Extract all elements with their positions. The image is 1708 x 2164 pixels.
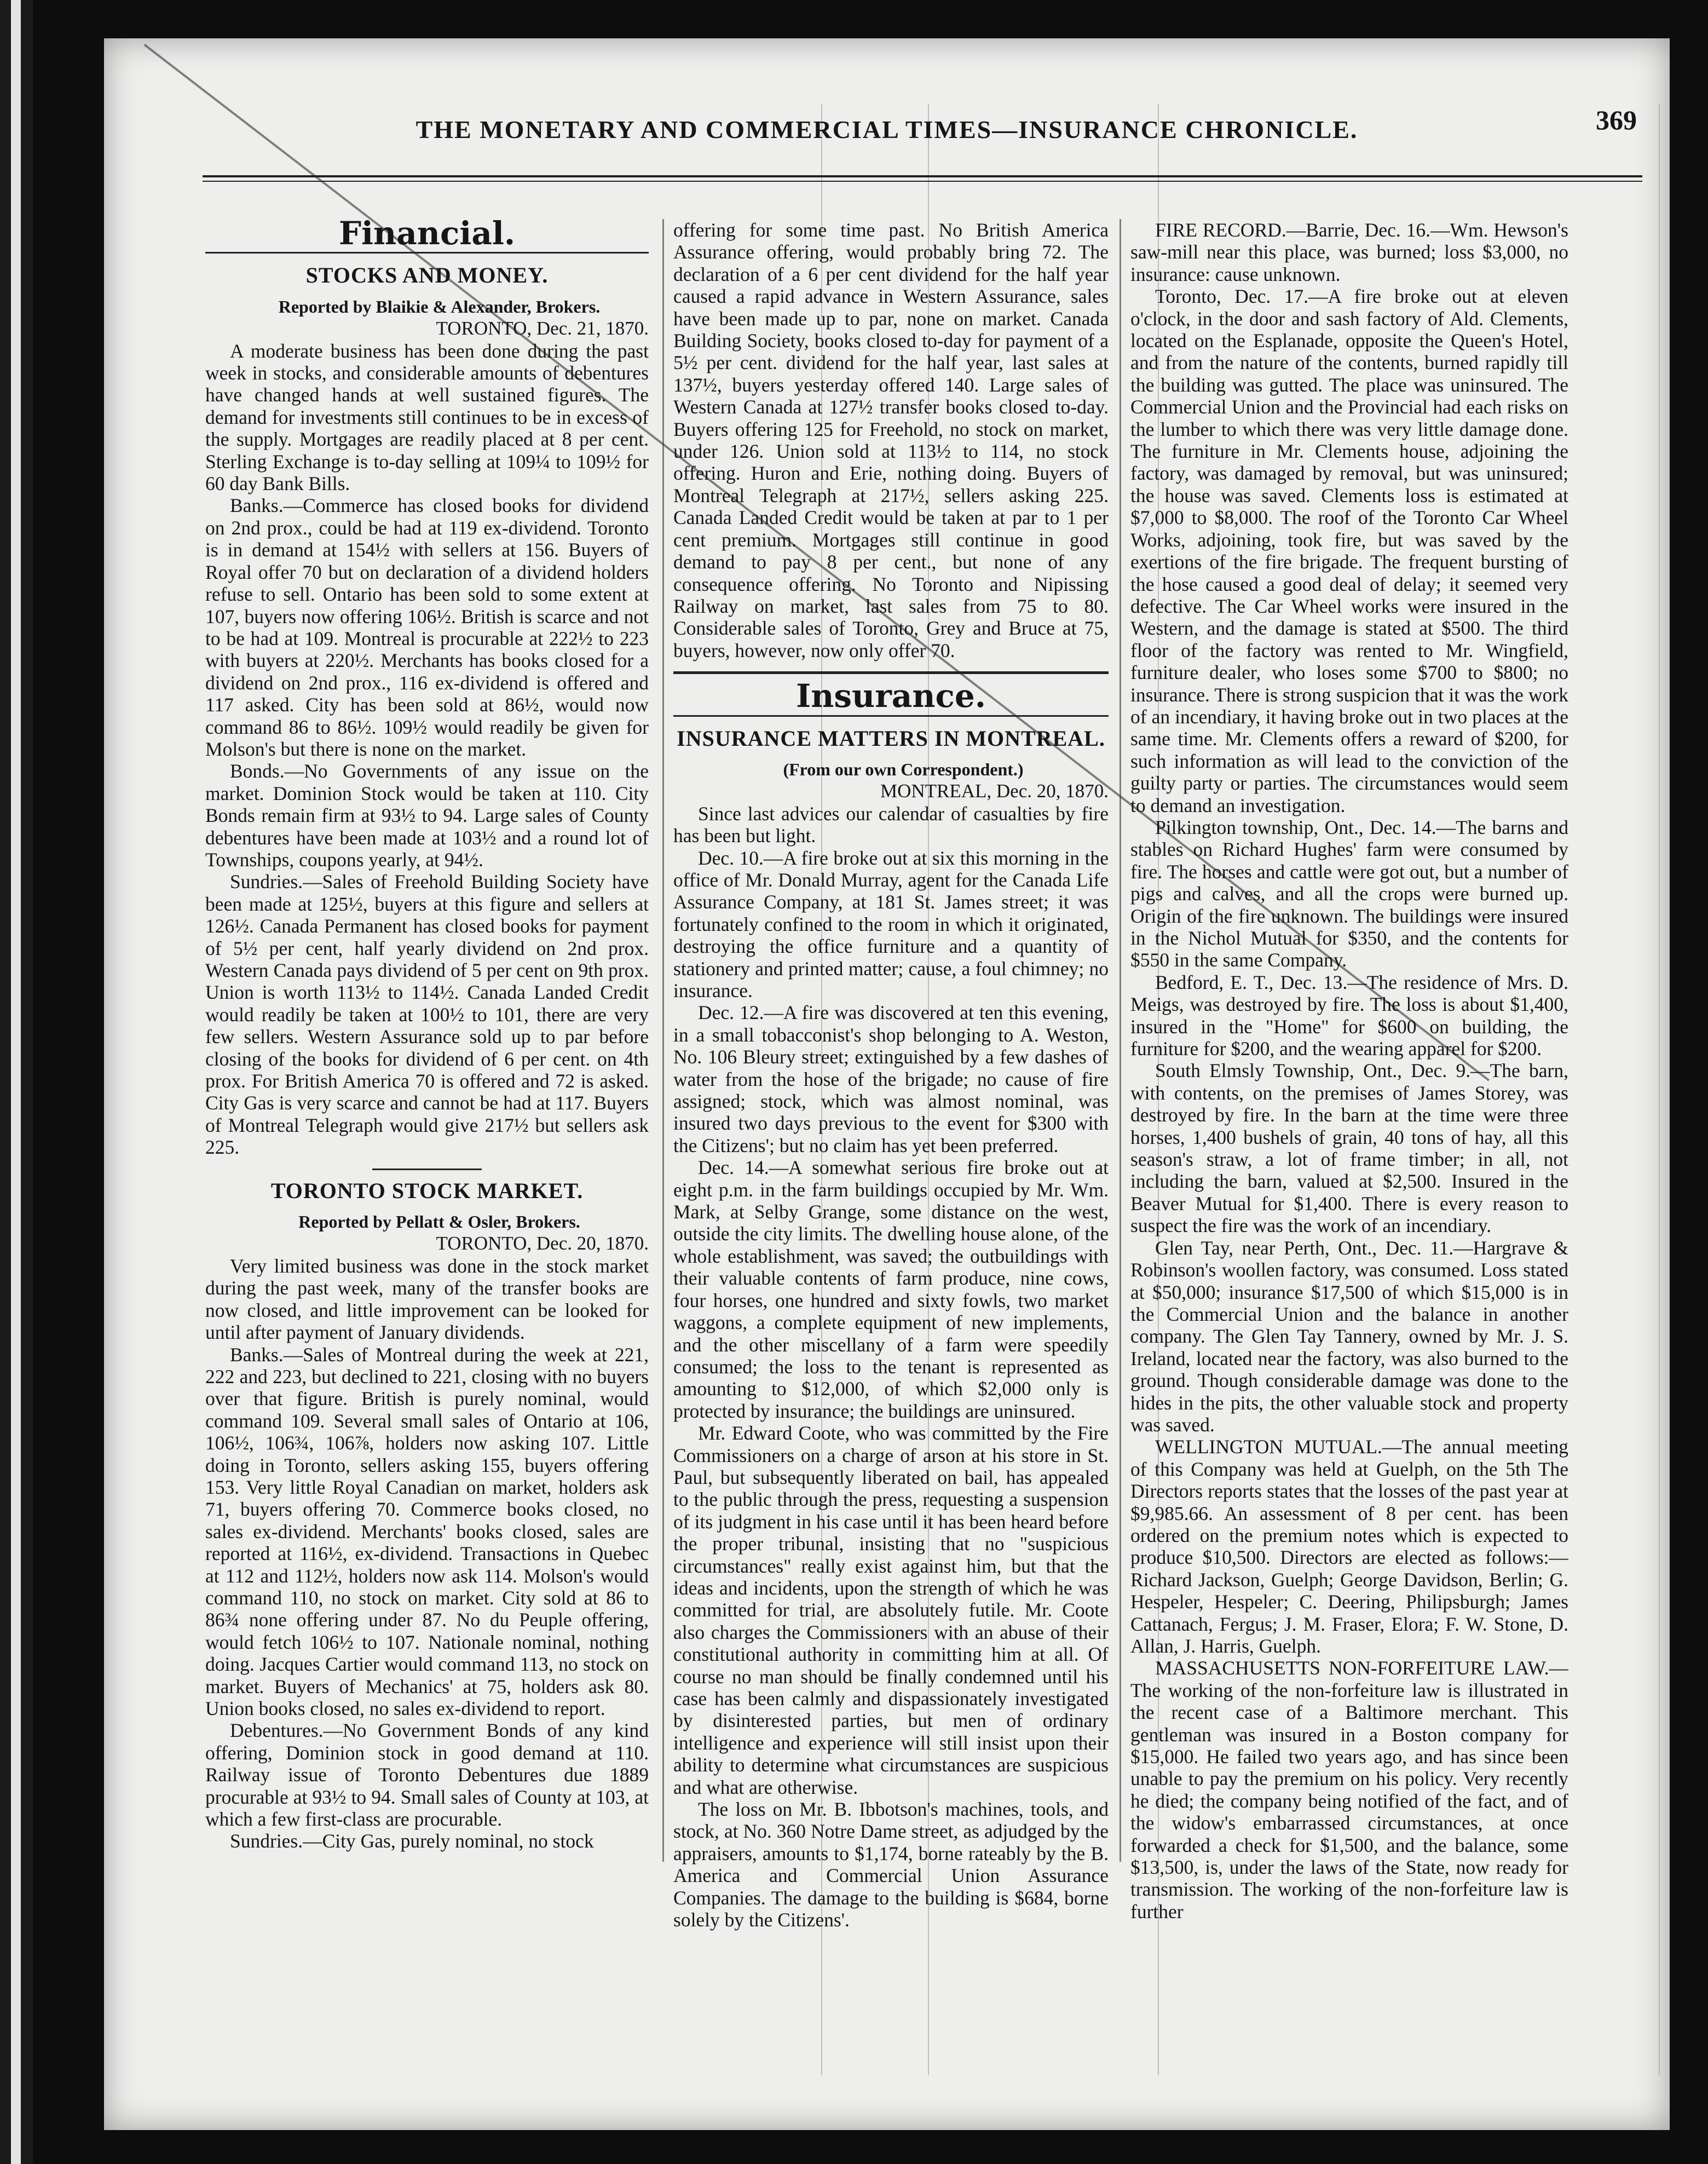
- article-paragraph: A moderate business has been done during the past week in stocks, and considerable amounts of debentures have changed hands at well sustained figures. The demand for investments still continues to be in excess of the supply. Mortgages are readily placed at 8 per cent. Sterling Exchange is to-day selling at 109¼ to 109½ for 60 day Bank Bills.: [205, 339, 649, 495]
- article-paragraph: Mr. Edward Coote, who was committed by the Fire Commissioners on a charge of arson at his store in St. Paul, but subsequently liberated on bail, has appealed to the public through the press, requesting a suspension of its judgment in his case until it has been heard before the proper tribunal, insisting that no "suspicious circumstances" really exist against him, but that the ideas and incidents, upon the strength of which he was committed for trial, are absolutely futile. Mr. Coote also charges the Commissioners with an abuse of their constitutional authority in committing him at all. Of course no man should be finally condemned until his case has been calmly and dispassionately investigated by disinterested parties, but men of ordinary intelligence and experience will still insist upon their ability to determine what circumstances are suspicious and what are otherwise.: [673, 1422, 1109, 1798]
- article-heading-montreal: INSURANCE MATTERS IN MONTREAL.: [677, 726, 1105, 751]
- column-separator: [662, 219, 664, 1862]
- article-paragraph: Banks.—Commerce has closed books for dividend on 2nd prox., could be had at 119 ex-dividend. Toronto is in demand at 154½ with sellers at 156. Buyers of Royal offer 70 but on declaration of a dividend holders refuse to sell. Ontario has been sold to some extent at 107, buyers now offering 106½. British is scarce and not to be had at 109. Montreal is procurable at 222½ to 223 with buyers at 220½. Merchants has books closed for a dividend on 2nd prox., 116 ex-dividend is offered and 117 asked. City has been sold at 86½, would now command 86 to 86½. 109½ would readily be given for Molson's but there is none on the market.: [205, 494, 649, 760]
- divider: [372, 1169, 482, 1170]
- page-title: THE MONETARY AND COMMERCIAL TIMES—INSURANCE CHRONICLE.: [416, 116, 1358, 143]
- article-paragraph: Dec. 12.—A fire was discovered at ten this evening, in a small tobacconist's shop belonging to A. Weston, No. 106 Bleury street; extinguished by a few dashes of water from the hose of the brigade; no cause of fire assigned; stock, which was almost nominal, was insured two days previous to the event for $300 with the Citizens'; but no claim has yet been preferred.: [673, 1002, 1109, 1156]
- section-title-financial: Financial.: [338, 219, 516, 252]
- article-byline: (From our own Correspondent.): [783, 759, 1024, 779]
- article-paragraph: Since last advices our calendar of casualties by fire has been but light.: [673, 802, 1109, 847]
- article-paragraph: Bedford, E. T., Dec. 13.—The residence of Mrs. D. Meigs, was destroyed by fire. The loss is about $1,400, insured in the "Home" for $600 on building, the furniture for $200, and the wearing apparel for $200.: [1130, 971, 1568, 1060]
- column-financial: [205, 219, 649, 2097]
- article-paragraph: WELLINGTON MUTUAL.—The annual meeting of this Company was held at Guelph, on the 5th The Directors reports states that the losses of the past year at $9,985.66. An assessment of 8 per cent. has been ordered on the premium notes which is expected to produce $10,500. Directors are elected as follows:—Richard Jackson, Guelph; George Davidson, Berlin; G. Hespeler, Hespeler; C. Deering, Philipsburgh; James Cattanach, Fergus; J. M. Fraser, Elora; F. W. Stone, D. Allan, J. Harris, Guelph.: [1130, 1436, 1568, 1657]
- divider: [673, 671, 1109, 674]
- article-paragraph: The loss on Mr. B. Ibbotson's machines, tools, and stock, at No. 360 Notre Dame street, as adjudged by the appraisers, amounts to $1,174, borne rateably by the B. America and Commercial Union Assurance Companies. The damage to the building is $684, borne solely by the Citizens'.: [673, 1798, 1109, 1931]
- article-byline: Reported by Blaikie & Alexander, Brokers.: [278, 296, 601, 316]
- header-rule-thin: [203, 181, 1642, 182]
- article-paragraph: Dec. 14.—A somewhat serious fire broke out at eight p.m. in the farm buildings occupied by Mr. Wm. Mark, at Selby Grange, some distance on the west, outside the city limits. The dwelling house alone, of the whole establishment, was saved; the outbuildings with their valuable contents of farm produce, nine cows, four horses, one hundred and sixty fowls, two market waggons, a complete equipment of new implements, and the other miscellany of a farm were speedily consumed; the loss to the tenant is represented as amounting to $12,000, of which $2,000 only is protected by insurance; the buildings are uninsured.: [673, 1156, 1109, 1422]
- column-separator: [1120, 219, 1121, 1862]
- article-paragraph: Glen Tay, near Perth, Ont., Dec. 11.—Hargrave & Robinson's woollen factory, was consumed. Loss stated at $50,000; insurance $17,500 of which $15,000 is in the Commercial Union and the balance in another company. The Glen Tay Tannery, owned by Mr. J. S. Ireland, located near the factory, was also burned to the ground. Though considerable damage was done to the hides in the pits, the other valuable stock and property was saved.: [1130, 1236, 1568, 1436]
- article-paragraph: South Elmsly Township, Ont., Dec. 9.—The barn, with contents, on the premises of James Storey, was destroyed by fire. In the barn at the time were three horses, 1,400 bushels of grain, 40 tons of hay, all this season's straw, a lot of frame timber; in all, not including the barn, valued at $2,500. Insured in the Beaver Mutual for $1,400. There is every reason to suspect the fire was the work of an incendiary.: [1130, 1060, 1568, 1237]
- article-paragraph: Bonds.—No Governments of any issue on the market. Dominion Stock would be taken at 110. City Bonds remain firm at 93½ to 94. Large sales of County debentures have been made at 103½ and a round lot of Townships, coupons yearly, at 94½.: [205, 760, 649, 871]
- article-paragraph: Banks.—Sales of Montreal during the week at 221, 222 and 223, but declined to 221, closing with no buyers over that figure. British is purely nominal, would command 109. Several small sales of Ontario at 106, 106½, 106¾, 106⅞, holders now asking 107. Little doing in Toronto, sellers asking 155, buyers offering 153. Very little Royal Canadian on market, holders ask 71, buyers offering 70. Commerce books closed, no sales ex-dividend. Merchants' books closed, sales are reported at 116½, ex-dividend. Transactions in Quebec at 112 and 112½, holders now ask 114. Molson's would command 110, no stock on market. City sold at 86 to 86¾ none offering under 87. No du Peuple offering, would fetch 106½ to 107. Nationale nominal, nothing doing. Jacques Cartier would command 113, no stock on market. Buyers of Mechanics' at 75, holders ask 80. Union books closed, no sales ex-dividend to report.: [205, 1343, 649, 1719]
- article-paragraph: Toronto, Dec. 17.—A fire broke out at eleven o'clock, in the door and sash factory of Ald. Clements, located on the Esplanade, opposite the Queen's Hotel, and from the nature of the contents, burned rapidly till the building was gutted. The place was uninsured. The Commercial Union and the Provincial had each risks on the lumber to which there was very little damage done. The furniture in Mr. Clements house, adjoining the factory, was damaged by removal, but was uninsured; the house was saved. Clements loss is estimated at $7,000 to $8,000. The roof of the Toronto Car Wheel Works, adjoining, took fire, but was saved by the exertions of the fire brigade. The frequent bursting of the hose caused a good deal of delay; it seemed very defective. The Car Wheel works were insured in the Western, and the damage is stated at $500. The third floor of the factory was rented to Mr. Wingfield, furniture dealer, who loses some $700 to $800; no insurance. There is strong suspicion that it was the work of an incendiary, it having broke out in two places at the same time. Mr. Clements offers a reward of $200, for such information as will lead to the conviction of the guilty party or parties. The circumstances would seem to demand an investigation.: [1130, 285, 1568, 816]
- page-number: 369: [1596, 105, 1637, 135]
- section-title-insurance: Insurance.: [796, 677, 986, 715]
- column-fire-record: [1130, 219, 1568, 2097]
- article-paragraph: Debentures.—No Government Bonds of any kind offering, Dominion stock in good demand at 110. Railway issue of Toronto Debentures due 1889 procurable at 93½ to 94. Small sales of County at 103, at which a few first-class are procurable.: [205, 1719, 649, 1831]
- article-paragraph: MASSACHUSETTS NON-FORFEITURE LAW.—The working of the non-forfeiture law is illustrated in the recent case of a Baltimore merchant. This gentleman was insured in a Boston company for $15,000. He failed two years ago, and has since been unable to pay the premium on his policy. Very recently he died; the company being notified of the fact, and of the widow's embarrassed circumstances, at once forwarded a check for $1,500, and the balance, some $13,500, is, under the laws of the State, now ready for transmission. The working of the non-forfeiture law is further: [1130, 1657, 1568, 1923]
- article-paragraph: FIRE RECORD.—Barrie, Dec. 16.—Wm. Hewson's saw-mill near this place, was burned; loss $3,000, no insurance: cause unknown.: [1130, 219, 1568, 285]
- article-heading-stocks: STOCKS AND MONEY.: [305, 263, 549, 288]
- newspaper-page: [104, 38, 1670, 2130]
- article-paragraph: Sundries.—Sales of Freehold Building Society have been made at 125½, buyers at this figure and sellers at 126½. Canada Permanent has closed books for payment of 5½ per cent, half yearly dividend on 2nd prox. Western Canada pays dividend of 5 per cent on 9th prox. Union is worth 113½ to 114½. Canada Landed Credit would readily be taken at 100½ to 101, there are very few sellers. Western Assurance sold up to par before closing of the books for dividend of 6 per cent. on 4th prox. For British America 70 is offered and 72 is asked. City Gas is very scarce and cannot be had at 117. Buyers of Montreal Telegraph would give 217½ but sellers ask 225.: [205, 871, 649, 1159]
- divider: [673, 715, 1109, 717]
- article-paragraph: Very limited business was done in the stock market during the past week, many of the transfer books are now closed, and little improvement can be looked for until after payment of January dividends.: [205, 1254, 649, 1344]
- header-rule: [203, 175, 1642, 177]
- scan-streak: [1659, 104, 1660, 2075]
- article-paragraph: offering for some time past. No British America Assurance offering, would probably bring 72. The declaration of a 6 per cent dividend for the half year caused a rapid advance in Western Assurance, sales have been made up to par, none on market. Canada Building Society, books closed to-day for payment of a 5½ per cent. dividend for the half year, last sales at 137½, buyers yesterday offered 140. Large sales of Western Canada at 127½ transfer books closed to-day. Buyers offering 125 for Freehold, no stock on market, under 126. Union sold at 113½ to 114, no stock offering. Huron and Erie, nothing doing. Buyers of Montreal Telegraph at 217½, sellers asking 225. Canada Landed Credit would be taken at par to 1 per cent premium. Mortgages still continue in good demand to pay 8 per cent., but none of any consequence offering. No Toronto and Nipissing Railway on market, last sales from 75 to 80. Considerable sales of Toronto, Grey and Bruce at 75, buyers, however, now only offer 70.: [673, 219, 1109, 661]
- article-byline: Reported by Pellatt & Osler, Brokers.: [298, 1212, 580, 1232]
- divider: [205, 252, 649, 254]
- article-paragraph: Sundries.—City Gas, purely nominal, no stock: [230, 1830, 594, 1852]
- article-dateline: MONTREAL, Dec. 20, 1870.: [880, 780, 1109, 802]
- article-dateline: TORONTO, Dec. 20, 1870.: [436, 1233, 649, 1254]
- article-dateline: TORONTO, Dec. 21, 1870.: [436, 318, 649, 339]
- article-paragraph: Dec. 10.—A fire broke out at six this morning in the office of Mr. Donald Murray, agent for the Canada Life Assurance Company, at 181 St. James street; it was fortunately confined to the room in which it originated, destroying the office furniture and a quantity of stationery and printed matter; cause, a foul chimney; no insurance.: [673, 847, 1109, 1002]
- film-edge: [11, 0, 21, 2164]
- page-header: [104, 105, 1670, 153]
- article-heading-market: TORONTO STOCK MARKET.: [270, 1178, 584, 1203]
- scan-edge: [0, 0, 33, 2164]
- article-paragraph: Pilkington township, Ont., Dec. 14.—The barns and stables on Richard Hughes' farm were consumed by fire. The horses and cattle were got out, but a number of pigs and calves, and all the crops were burned up. Origin of the fire unknown. The buildings were insured in the Nichol Mutual for $350, and the contents for $550 in the same Company.: [1130, 816, 1568, 971]
- column-insurance: [673, 219, 1109, 2097]
